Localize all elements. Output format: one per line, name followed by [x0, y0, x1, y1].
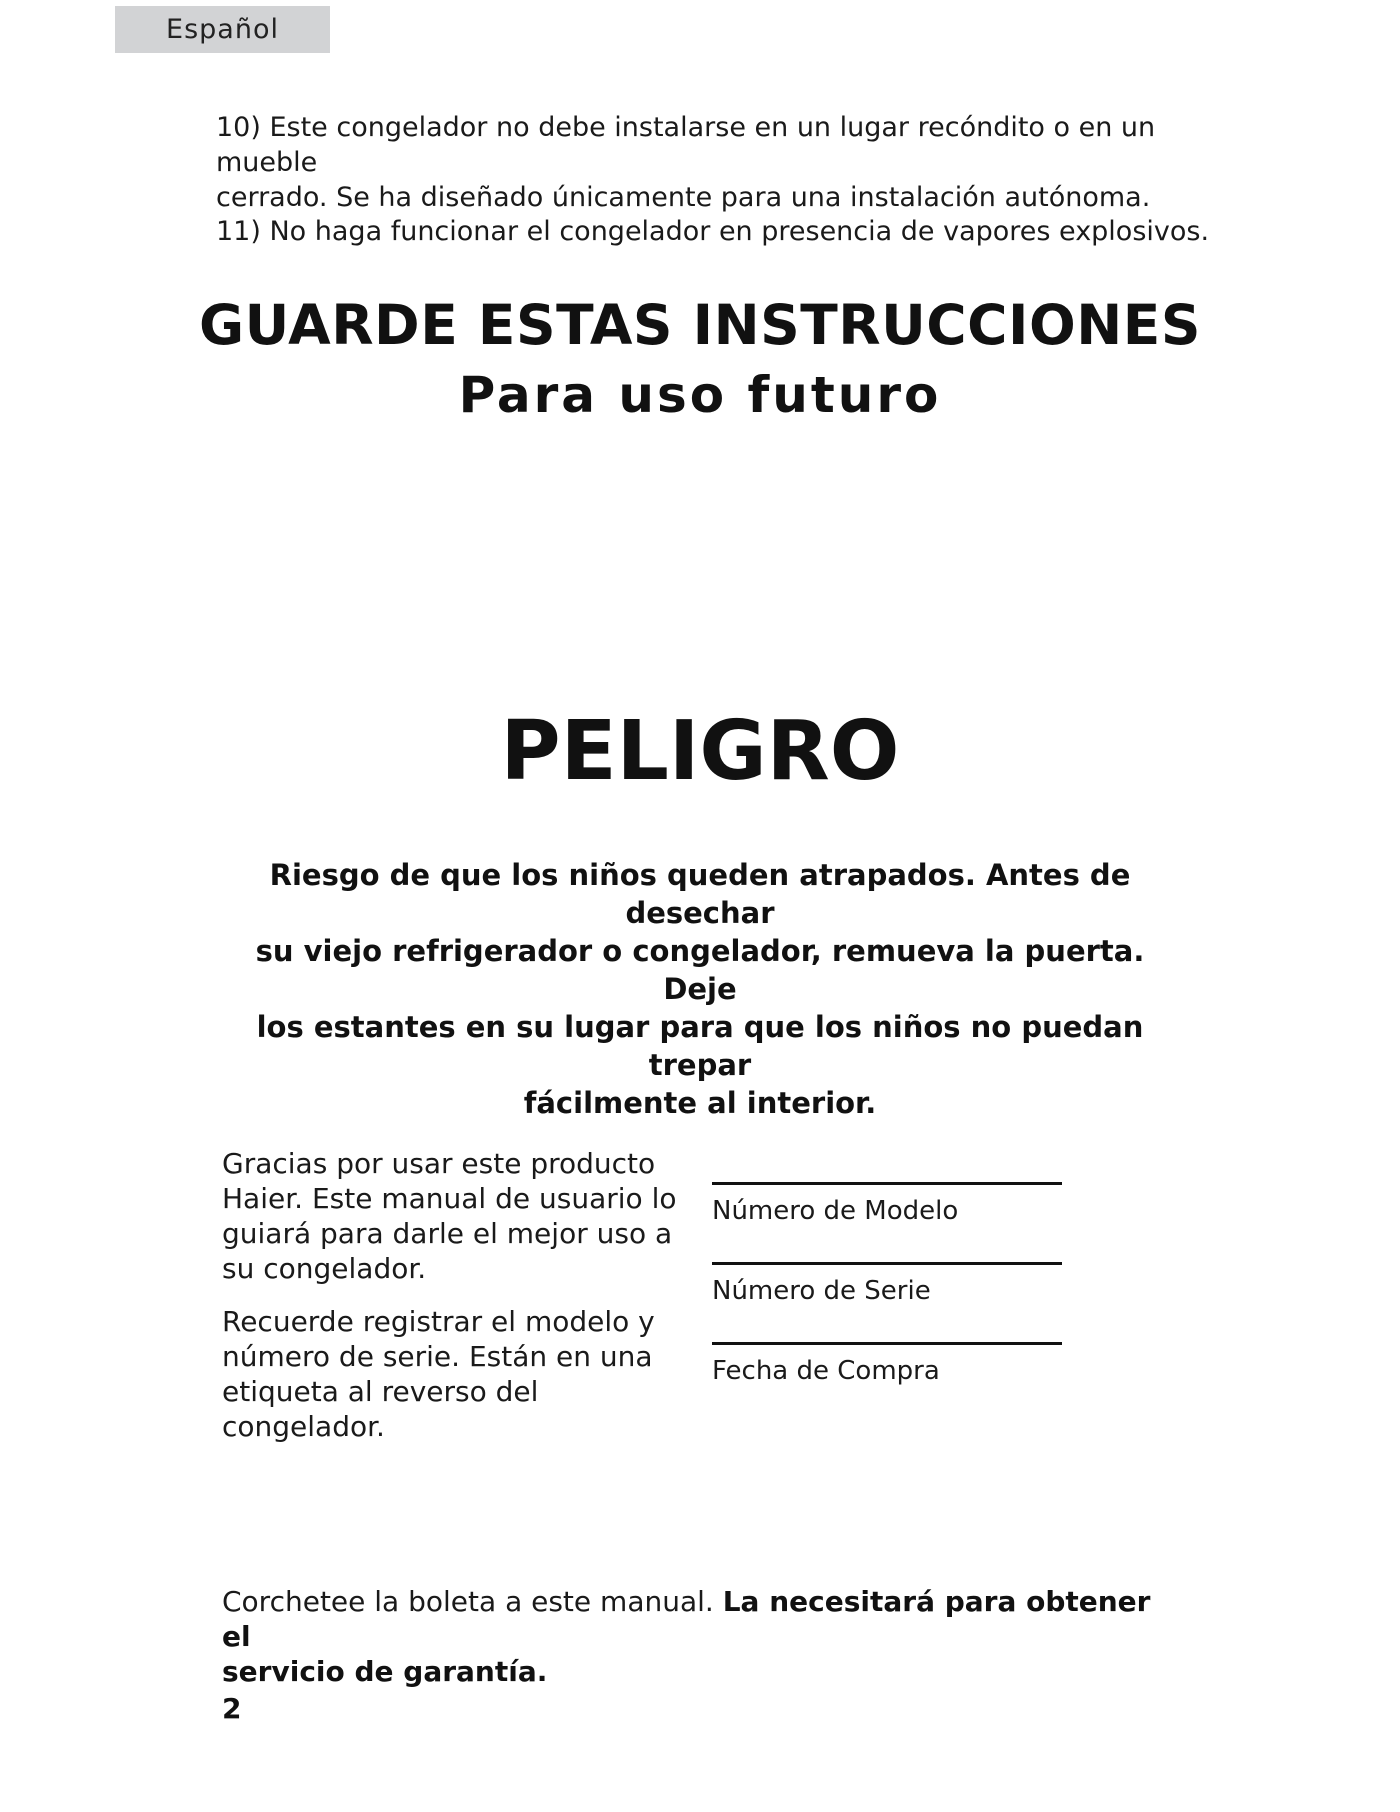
danger-warning-line: fácilmente al interior.: [523, 1086, 877, 1120]
thanks-line: su congelador.: [222, 1252, 427, 1285]
instruction-item-10-line-1: 10) Este congelador no debe instalarse en un lugar recóndito o en un mueble: [216, 112, 1156, 178]
staple-note: [222, 1584, 1182, 1689]
danger-warning-text: [220, 856, 1180, 1122]
danger-warning-line: su viejo refrigerador o congelador, remueva la puerta. Deje: [255, 934, 1145, 1006]
staple-note-emphasis-2: servicio de garantía.: [222, 1655, 548, 1688]
save-instructions-subtitle: Para uso futuro: [458, 366, 942, 424]
instruction-item-11-line-1: 11) No haga funcionar el congelador en presencia de vapores explosivos.: [216, 216, 1210, 247]
instruction-item-10-line-2: cerrado. Se ha diseñado únicamente para una instalación autónoma.: [216, 182, 1151, 213]
purchase-date-field: [712, 1342, 1062, 1387]
thanks-section: [222, 1146, 692, 1462]
instruction-item-11: [216, 214, 1216, 249]
register-line: Recuerde registrar el modelo y: [222, 1305, 655, 1338]
page-number: 2: [222, 1692, 242, 1725]
model-number-label: Número de Modelo: [712, 1196, 959, 1226]
serial-number-field: [712, 1262, 1062, 1307]
language-tab: Español: [115, 6, 330, 53]
register-line: etiqueta al reverso del congelador.: [222, 1375, 539, 1443]
danger-warning-line: Riesgo de que los niños queden atrapados. Antes de desechar: [269, 858, 1131, 930]
thanks-line: guiará para darle el mejor uso a: [222, 1217, 673, 1250]
danger-title: PELIGRO: [500, 704, 900, 799]
purchase-date-label: Fecha de Compra: [712, 1356, 940, 1386]
staple-note-text: Corchetee la boleta a este manual.: [222, 1585, 723, 1618]
register-paragraph: [222, 1304, 692, 1444]
register-line: número de serie. Están en una: [222, 1340, 653, 1373]
model-number-field: [712, 1182, 1062, 1227]
staple-note-emphasis-1: La necesitará para obtener el: [222, 1585, 1151, 1653]
save-instructions-title: GUARDE ESTAS INSTRUCCIONES: [199, 293, 1201, 357]
thanks-line: Gracias por usar este producto: [222, 1147, 656, 1180]
thanks-paragraph: [222, 1146, 692, 1286]
danger-warning-line: los estantes en su lugar para que los niños no puedan trepar: [256, 1010, 1144, 1082]
thanks-line: Haier. Este manual de usuario lo: [222, 1182, 677, 1215]
serial-number-label: Número de Serie: [712, 1276, 931, 1306]
instruction-item-10: [216, 110, 1216, 215]
